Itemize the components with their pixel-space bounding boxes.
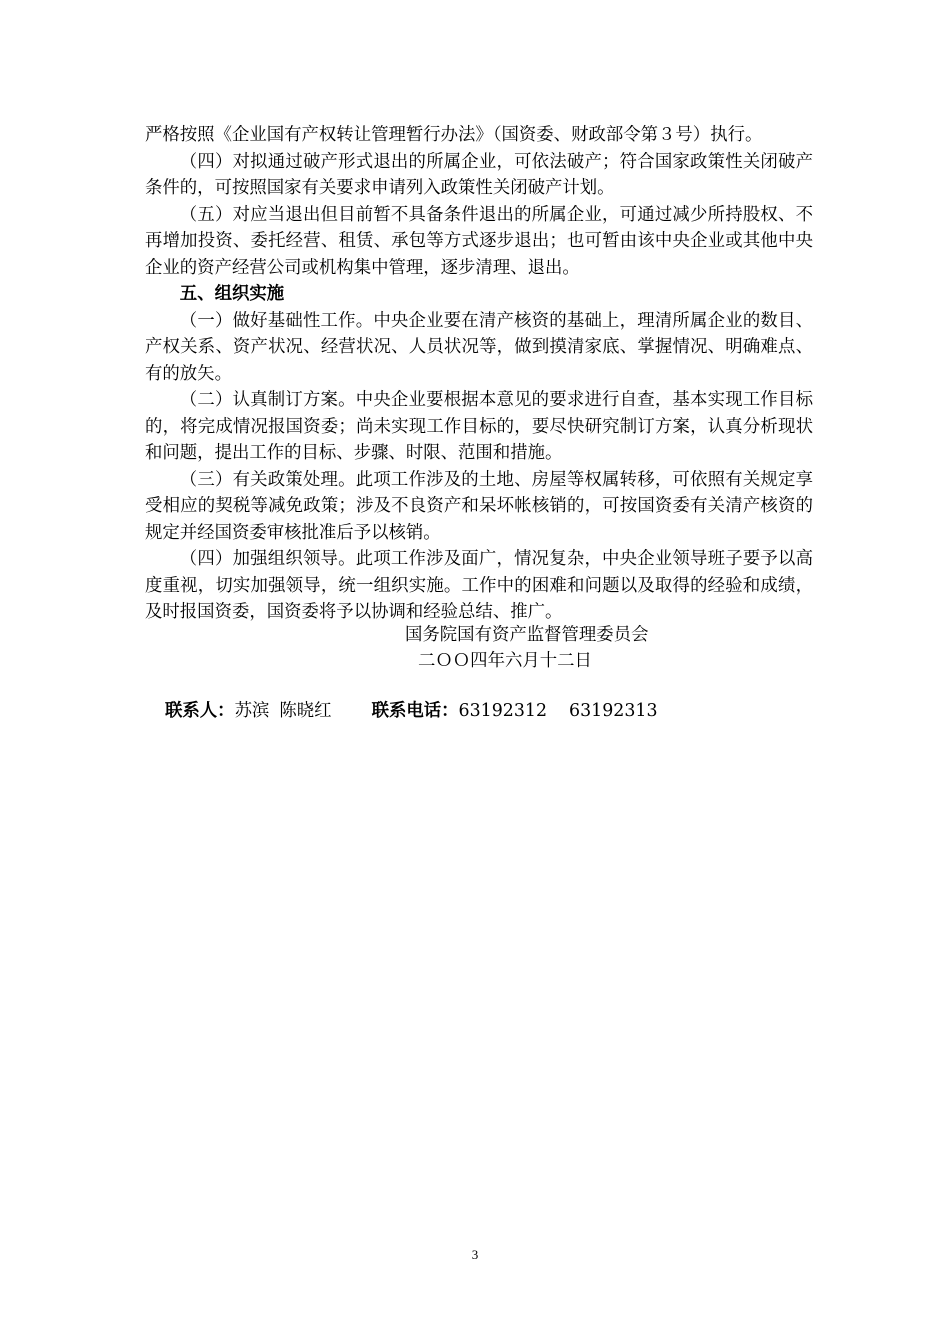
- contact-line: [165, 698, 658, 725]
- contact-phone-1: 63192312: [458, 701, 548, 721]
- contact-phone-2: 63192313: [569, 701, 658, 721]
- paragraph-implement-2: （二）认真制订方案。中央企业要根据本意见的要求进行自查，基本实现工作目标的，将完成情况报国资委；尚未实现工作目标的，要尽快研究制订方案，认真分析现状和问题，提出工作的目标、步骤、时限、范围和措施。: [145, 390, 813, 463]
- paragraph-implement-4: （四）加强组织领导。此项工作涉及面广，情况复杂，中央企业领导班子要予以高度重视，切实加强领导，统一组织实施。工作中的困难和问题以及取得的经验和成绩，及时报国资委，国资委将予以协调和经验总结、推广。: [145, 549, 813, 622]
- body-text: [145, 122, 813, 626]
- paragraph-item-5: （五）对应当退出但目前暂不具备条件退出的所属企业，可通过减少所持股权、不再增加投资、委托经营、租赁、承包等方式逐步退出；也可暂由该中央企业或其他中央企业的资产经营公司或机构集中管理，逐步清理、退出。: [145, 204, 813, 278]
- paragraph-continuation: 严格按照《企业国有产权转让管理暂行办法》（国资委、财政部令第３号）执行。: [145, 125, 763, 145]
- signature-organization: 国务院国有资产监督管理委员会: [405, 625, 649, 645]
- contact-phone-label: 联系电话：: [371, 701, 459, 721]
- paragraph-implement-3: （三）有关政策处理。此项工作涉及的土地、房屋等权属转移，可依照有关规定享受相应的契税等减免政策；涉及不良资产和呆坏帐核销的，可按国资委有关清产核资的规定并经国资委审核批准后予以核销。: [145, 469, 813, 543]
- section-heading: 五、组织实施: [179, 284, 285, 304]
- paragraph-item-4: （四）对拟通过破产形式退出的所属企业，可依法破产；符合国家政策性关闭破产条件的，可按照国家有关要求申请列入政策性关闭破产计划。: [145, 151, 813, 198]
- page-number: 3: [471, 1247, 479, 1262]
- contact-person-1: 苏滨: [234, 701, 270, 721]
- signature-date: 二ＯＯ四年六月十二日: [418, 651, 592, 671]
- paragraph-implement-1: （一）做好基础性工作。中央企业要在清产核资的基础上，理清所属企业的数目、产权关系、资产状况、经营状况、人员状况等，做到摸清家底、掌握情况、明确难点、有的放矢。: [145, 310, 813, 384]
- contact-person-label: 联系人：: [165, 701, 235, 721]
- contact-person-2: 陈晓红: [279, 701, 332, 721]
